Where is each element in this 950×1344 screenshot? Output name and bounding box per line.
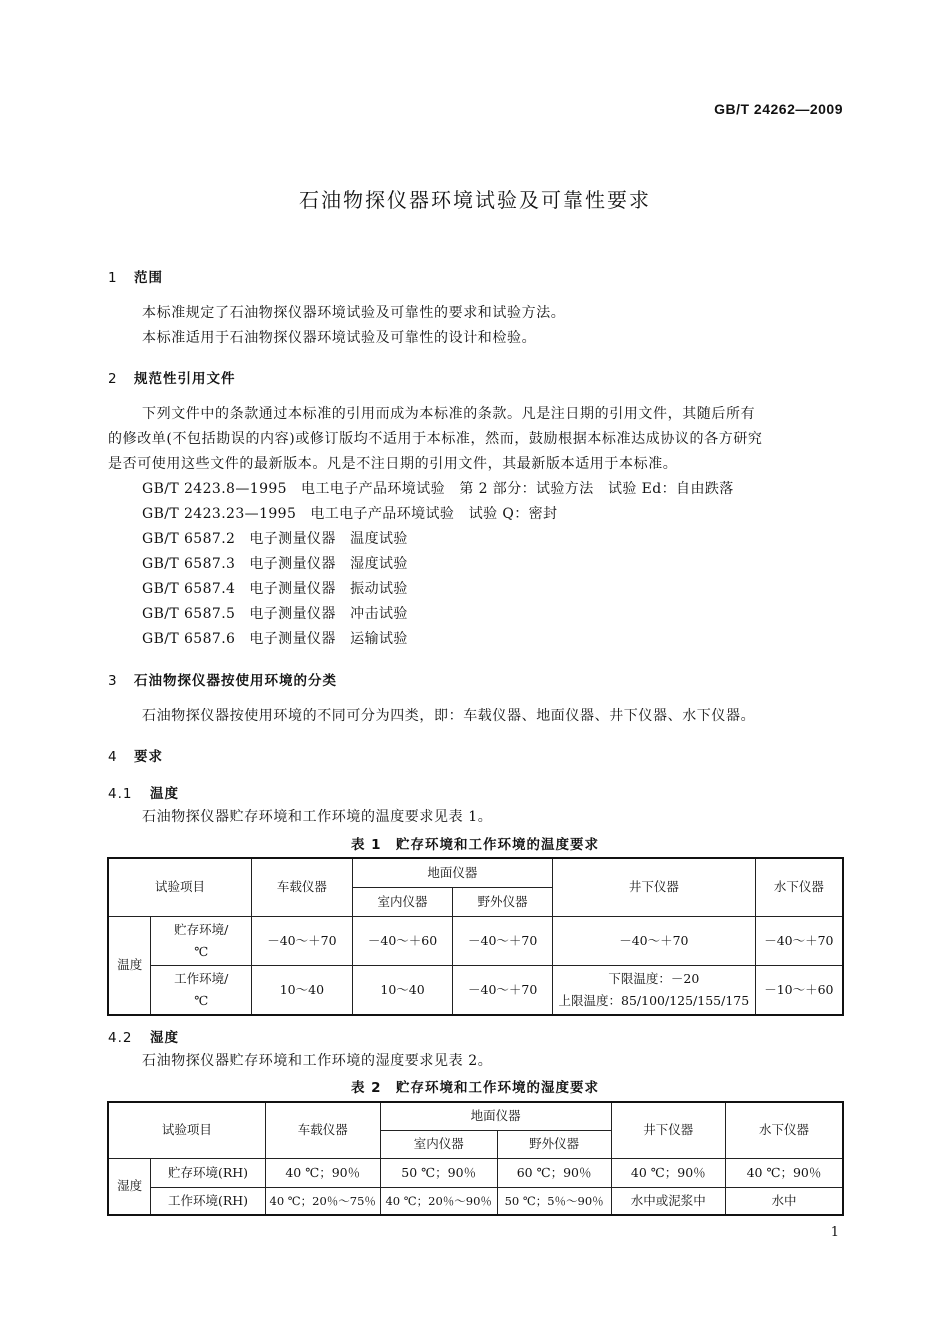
section-number: 4 xyxy=(108,749,118,765)
cell-downhole: －40～＋70 xyxy=(553,916,756,965)
reference-code: GB/T 6587.3 xyxy=(142,556,236,572)
cell-indoor: 50 ℃；90％ xyxy=(380,1158,497,1187)
cell-vehicle: 40 ℃；90％ xyxy=(265,1158,380,1187)
reference-item xyxy=(142,503,557,523)
section-4-heading xyxy=(108,745,163,765)
paragraph-line: 是否可使用这些文件的最新版本。凡是不注日期的引用文件，其最新版本适用于本标准。 xyxy=(108,456,678,472)
cell-downhole: 40 ℃；90％ xyxy=(611,1158,725,1187)
header-outdoor: 野外仪器 xyxy=(453,887,553,916)
table-row xyxy=(108,1158,843,1187)
table-row xyxy=(108,916,843,965)
temperature-table xyxy=(107,857,844,1016)
row-label: 工作环境(RH) xyxy=(151,1187,265,1215)
reference-code: GB/T 6587.4 xyxy=(142,581,236,597)
header-test-item: 试验项目 xyxy=(108,1102,265,1158)
reference-code: GB/T 6587.6 xyxy=(142,631,236,647)
section-title: 湿度 xyxy=(150,1030,179,1046)
standard-code: GB/T 24262—2009 xyxy=(714,101,843,117)
paragraph: 本标准适用于石油物探仪器环境试验及可靠性的设计和检验。 xyxy=(142,330,537,346)
cell-vehicle: －40～＋70 xyxy=(252,916,353,965)
row-label: 贮存环境/ ℃ xyxy=(151,916,252,965)
paragraph-line: 下列文件中的条款通过本标准的引用而成为本标准的条款。凡是注日期的引用文件，其随后所有 xyxy=(142,406,756,422)
cell-vehicle: 40 ℃；20％～75％ xyxy=(265,1187,380,1215)
reference-title: 电工电子产品环境试验 试验 Q：密封 xyxy=(310,506,558,522)
paragraph: 本标准规定了石油物探仪器环境试验及可靠性的要求和试验方法。 xyxy=(142,305,566,321)
header-underwater: 水下仪器 xyxy=(755,858,843,916)
header-downhole: 井下仪器 xyxy=(611,1102,725,1158)
reference-title: 电子测量仪器 振动试验 xyxy=(249,581,408,597)
subsection-4-2-heading xyxy=(108,1026,179,1046)
reference-item xyxy=(142,553,408,573)
header-downhole: 井下仪器 xyxy=(553,858,756,916)
header-indoor: 室内仪器 xyxy=(352,887,453,916)
header-underwater: 水下仪器 xyxy=(726,1102,843,1158)
cell-outdoor: －40～＋70 xyxy=(453,916,553,965)
paragraph-line: 的修改单(不包括勘误的内容)或修订版均不适用于本标准，然而，鼓励根据本标准达成协议的各方研究 xyxy=(108,431,763,447)
cell-indoor: －40～＋60 xyxy=(352,916,453,965)
group-label: 湿度 xyxy=(108,1158,151,1215)
group-label: 温度 xyxy=(108,916,151,1015)
cell-indoor: 40 ℃；20％～90％ xyxy=(380,1187,497,1215)
paragraph: 石油物探仪器贮存环境和工作环境的温度要求见表 1。 xyxy=(142,809,493,825)
section-title: 范围 xyxy=(134,270,163,286)
cell-outdoor: 50 ℃；5％～90％ xyxy=(497,1187,611,1215)
document-title: 石油物探仪器环境试验及可靠性要求 xyxy=(299,188,651,212)
paragraph: 石油物探仪器按使用环境的不同可分为四类，即：车载仪器、地面仪器、井下仪器、水下仪器。 xyxy=(142,708,756,724)
section-number: 4.2 xyxy=(108,1030,133,1046)
paragraph: 石油物探仪器贮存环境和工作环境的湿度要求见表 2。 xyxy=(142,1053,493,1069)
cell-outdoor: －40～＋70 xyxy=(453,965,553,1015)
reference-item xyxy=(142,478,734,498)
header-test-item: 试验项目 xyxy=(108,858,252,916)
header-ground: 地面仪器 xyxy=(380,1102,611,1130)
cell-vehicle: 10～40 xyxy=(252,965,353,1015)
cell-downhole: 水中或泥浆中 xyxy=(611,1187,725,1215)
section-title: 规范性引用文件 xyxy=(134,371,236,387)
cell-underwater: －40～＋70 xyxy=(755,916,843,965)
table-row xyxy=(108,1187,843,1215)
header-vehicle: 车载仪器 xyxy=(265,1102,380,1158)
subsection-4-1-heading xyxy=(108,782,179,802)
reference-code: GB/T 6587.5 xyxy=(142,606,236,622)
reference-title: 电子测量仪器 冲击试验 xyxy=(249,606,408,622)
table-1-caption: 表 1 贮存环境和工作环境的温度要求 xyxy=(350,837,600,853)
reference-item xyxy=(142,628,408,648)
section-1-heading xyxy=(108,266,163,286)
header-ground: 地面仪器 xyxy=(352,858,552,887)
cell-downhole: 下限温度：－20 上限温度：85/100/125/155/175 xyxy=(553,965,756,1015)
reference-code: GB/T 6587.2 xyxy=(142,531,236,547)
reference-title: 电子测量仪器 运输试验 xyxy=(249,631,408,647)
cell-indoor: 10～40 xyxy=(352,965,453,1015)
section-number: 3 xyxy=(108,673,118,689)
cell-underwater: 水中 xyxy=(726,1187,843,1215)
section-title: 要求 xyxy=(134,749,163,765)
reference-code: GB/T 2423.23—1995 xyxy=(142,506,297,522)
humidity-table xyxy=(107,1101,844,1216)
section-3-heading xyxy=(108,669,337,689)
section-number: 1 xyxy=(108,270,118,286)
reference-item xyxy=(142,528,408,548)
reference-title: 电子测量仪器 湿度试验 xyxy=(249,556,408,572)
table-2-caption: 表 2 贮存环境和工作环境的湿度要求 xyxy=(350,1080,600,1096)
reference-item xyxy=(142,578,408,598)
section-2-heading xyxy=(108,367,236,387)
row-label: 工作环境/ ℃ xyxy=(151,965,252,1015)
header-vehicle: 车载仪器 xyxy=(252,858,353,916)
reference-item xyxy=(142,603,408,623)
row-label: 贮存环境(RH) xyxy=(151,1158,265,1187)
reference-title: 电工电子产品环境试验 第 2 部分：试验方法 试验 Ed：自由跌落 xyxy=(301,481,734,497)
section-number: 4.1 xyxy=(108,786,133,802)
cell-underwater: 40 ℃；90％ xyxy=(726,1158,843,1187)
page-number: 1 xyxy=(830,1225,839,1240)
reference-title: 电子测量仪器 温度试验 xyxy=(249,531,408,547)
section-number: 2 xyxy=(108,371,118,387)
cell-outdoor: 60 ℃；90％ xyxy=(497,1158,611,1187)
table-row xyxy=(108,965,843,1015)
header-outdoor: 野外仪器 xyxy=(497,1130,611,1158)
reference-code: GB/T 2423.8—1995 xyxy=(142,481,287,497)
section-title: 温度 xyxy=(150,786,179,802)
cell-underwater: －10～＋60 xyxy=(755,965,843,1015)
section-title: 石油物探仪器按使用环境的分类 xyxy=(134,673,337,689)
header-indoor: 室内仪器 xyxy=(380,1130,497,1158)
